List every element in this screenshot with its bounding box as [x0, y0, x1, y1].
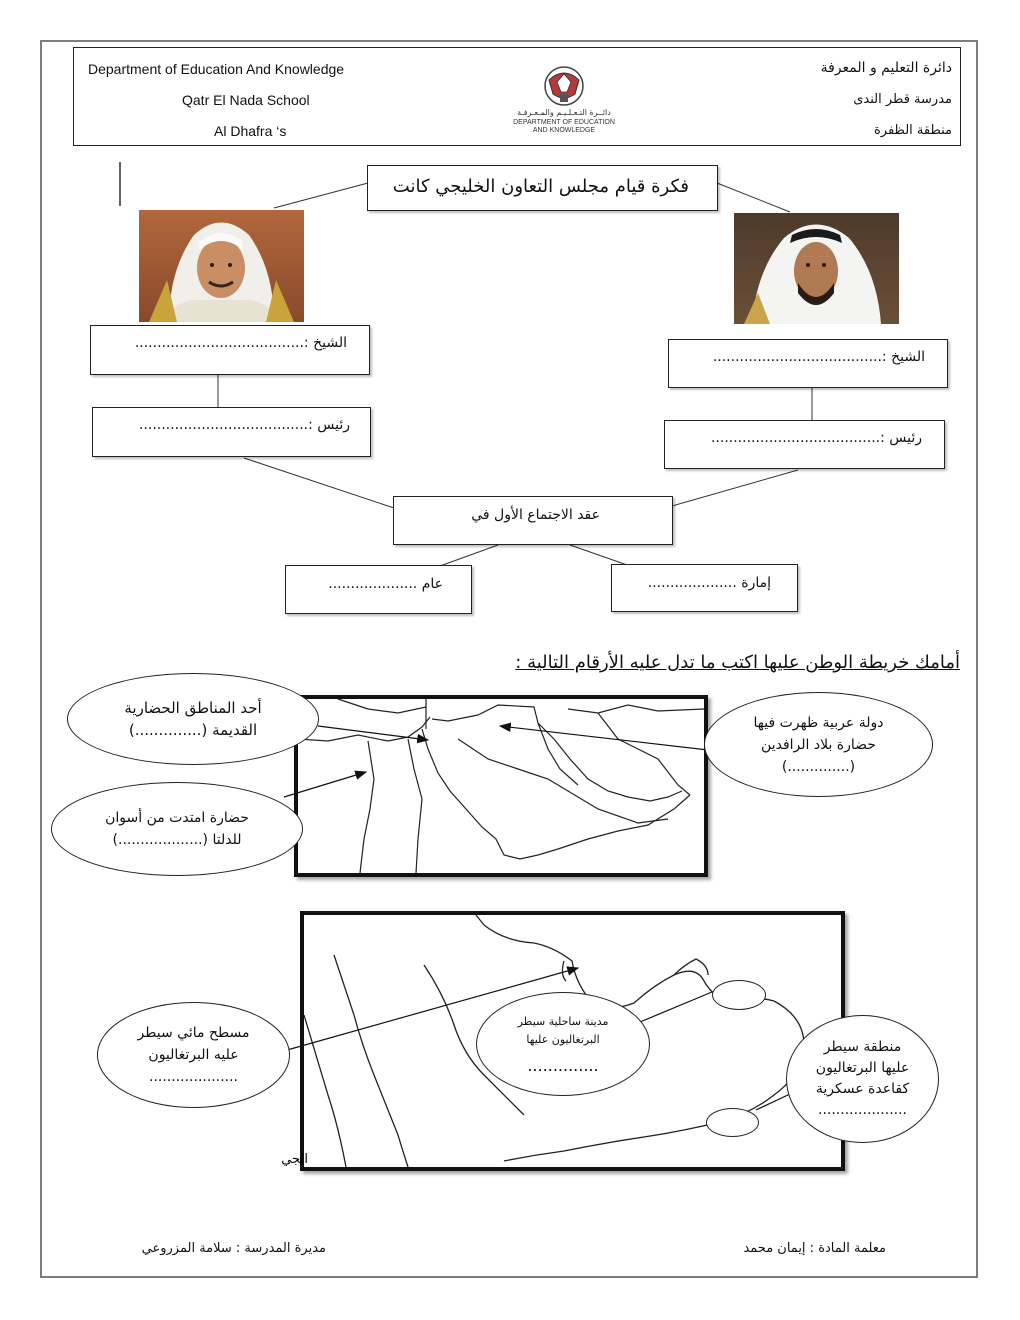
oval-aswan-delta[interactable] — [51, 782, 303, 876]
principal-name: مديرة المدرسة : سلامة المزروعي — [141, 1241, 326, 1256]
map-section-heading: أمامك خريطة الوطن عليها اكتب ما تدل عليه الأرقام التالية : — [515, 652, 960, 673]
oval-city-line-3: .............. — [527, 1056, 599, 1075]
oval-mesopotamia[interactable] — [704, 692, 933, 797]
oval-water-line-2: عليه البرتغاليون — [148, 1047, 239, 1063]
oval-base-line-3: كقاعدة عسكرية — [815, 1081, 910, 1097]
oval-ancient-line-1: أحد المناطق الحضارية — [124, 699, 262, 717]
oval-aswan-line-1: حضارة امتدت من أسوان — [105, 810, 249, 826]
right-president-label: رئيس :...................................... — [710, 430, 922, 446]
oval-base-line-2: عليها البرتغاليون — [815, 1060, 910, 1076]
school-name-en: Qatr El Nada School — [182, 92, 310, 108]
gcc-title: فكرة قيام مجلس التعاون الخليجي كانت — [392, 176, 689, 197]
oval-ancient-line-2: القديمة (..............) — [128, 721, 258, 739]
dept-name-ar: دائرة التعليم و المعرفة — [820, 60, 952, 76]
oval-aswan-line-2: للدلتا (...................) — [112, 832, 242, 848]
map-corner-label: الجي — [281, 1152, 308, 1167]
left-president-label: رئيس :...................................... — [138, 417, 350, 433]
school-name-ar: مدرسة قطر الندى — [853, 92, 952, 107]
oval-base-line-4: .................... — [818, 1102, 908, 1118]
dept-name-en: Department of Education And Knowledge — [88, 61, 345, 77]
logo-text-en-1: DEPARTMENT OF EDUCATION — [513, 119, 615, 126]
region-name-en: Al Dhafra ‘s — [214, 123, 287, 139]
right-sheikh-label: الشيخ :...................................... — [712, 349, 925, 365]
oval-water-line-1: مسطح مائي سيطر — [137, 1025, 250, 1041]
oval-water-body[interactable] — [97, 1002, 290, 1108]
logo-text-en-2: AND KNOWLEDGE — [532, 127, 596, 134]
oval-city-line-2: البرتغاليون عليها — [526, 1033, 600, 1046]
year-label: عام .................... — [328, 576, 443, 592]
marker-oval-city[interactable] — [712, 980, 766, 1010]
region-name-ar: منطقة الظفرة — [873, 123, 952, 138]
oval-meso-line-1: دولة عربية ظهرت فيها — [753, 714, 884, 731]
oval-ancient-region[interactable] — [67, 673, 319, 765]
logo-text-ar: دائــرة التـعـلـيـم والمـعـرفـة — [517, 108, 611, 117]
teacher-name: معلمة المادة : إيمان محمد — [743, 1241, 886, 1256]
left-sheikh-label: الشيخ :...................................... — [134, 335, 347, 351]
oval-city-line-1: مدينة ساحلية سيطر — [517, 1015, 609, 1028]
oval-military-base[interactable] — [786, 1015, 939, 1143]
first-meeting-label: عقد الاجتماع الأول في — [471, 507, 600, 523]
oval-meso-line-2: حضارة بلاد الرافدين — [761, 736, 876, 753]
oval-water-line-3: .................... — [149, 1069, 239, 1085]
oval-base-line-1: منطقة سيطر — [823, 1039, 902, 1055]
emirate-label: إمارة .................... — [647, 575, 771, 591]
oval-coastal-city[interactable] — [476, 992, 650, 1096]
marker-oval-base[interactable] — [706, 1108, 759, 1137]
oval-meso-line-3: (..............) — [781, 758, 856, 775]
